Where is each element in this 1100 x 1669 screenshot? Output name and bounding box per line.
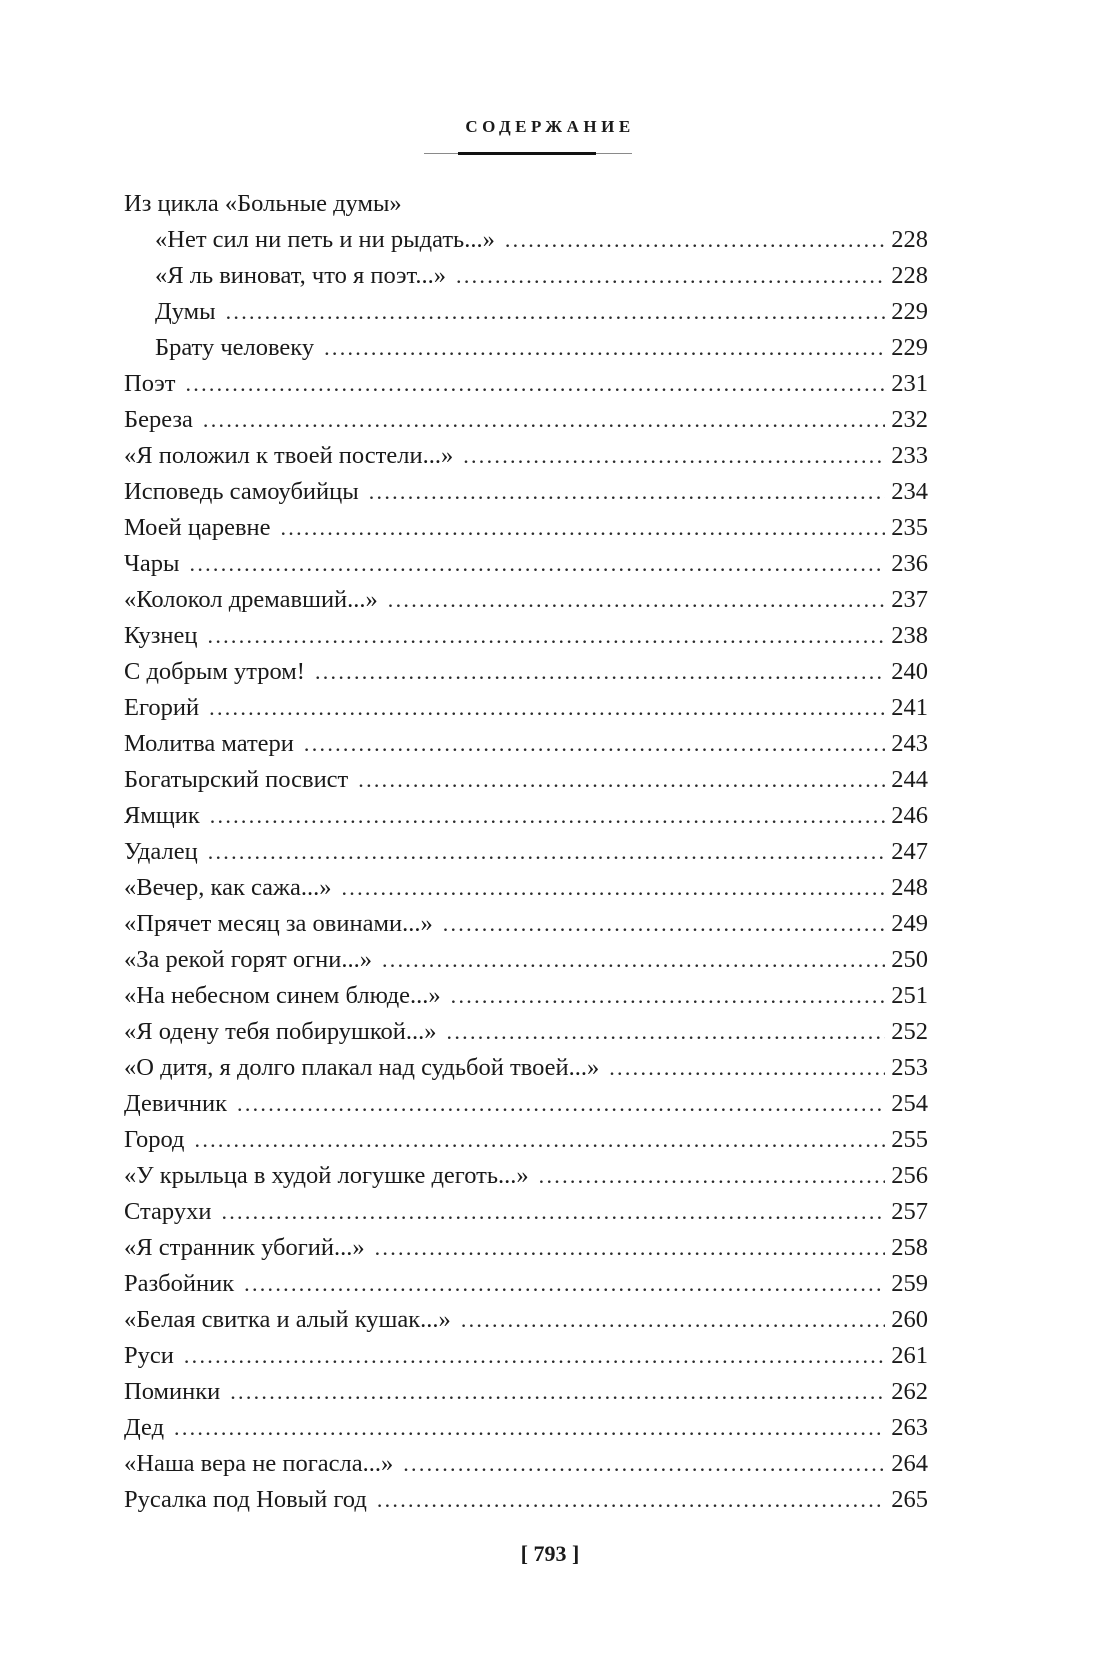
dot-leader	[281, 510, 886, 546]
dot-leader	[237, 1086, 885, 1122]
toc-entry[interactable]	[124, 1266, 928, 1302]
toc-entry[interactable]	[124, 906, 928, 942]
toc-entry-title: Береза	[124, 406, 193, 433]
toc-entry-page: 232	[891, 406, 928, 433]
toc-entry-page: 250	[891, 946, 928, 973]
dot-leader	[403, 1446, 885, 1482]
toc-entry[interactable]	[124, 1086, 928, 1122]
toc-entry-title: «Нет сил ни петь и ни рыдать...»	[155, 226, 495, 253]
toc-entry[interactable]	[124, 438, 928, 474]
dot-leader	[461, 1302, 885, 1338]
dot-leader	[209, 690, 885, 726]
toc-entry-page: 255	[891, 1126, 928, 1153]
toc-entry-title: «Я странник убогий...»	[124, 1234, 365, 1261]
page-number: [ 793 ]	[520, 1541, 580, 1566]
toc-entry[interactable]	[124, 1050, 928, 1086]
toc-entry-title: Руси	[124, 1342, 174, 1369]
toc-entry-title: «Вечер, как сажа...»	[124, 874, 332, 901]
toc-entry-title: С добрым утром!	[124, 658, 305, 685]
dot-leader	[304, 726, 885, 762]
toc-entry-title: Богатырский посвист	[124, 766, 349, 793]
toc-entry-title: Чары	[124, 550, 180, 577]
toc-section-title: Из цикла «Больные думы»	[124, 190, 402, 217]
toc-entry-page: 229	[891, 298, 928, 325]
toc-entry[interactable]	[124, 870, 928, 906]
toc-entry-page: 260	[891, 1306, 928, 1333]
toc-entry[interactable]	[124, 1374, 928, 1410]
toc-entry-page: 235	[891, 514, 928, 541]
dot-leader	[203, 402, 885, 438]
toc-entry[interactable]	[124, 510, 928, 546]
toc-entry[interactable]	[124, 1482, 928, 1518]
toc-entry-page: 244	[891, 766, 928, 793]
toc-entry-page: 249	[891, 910, 928, 937]
dot-leader	[375, 1230, 886, 1266]
toc-entry-title: «На небесном синем блюде...»	[124, 982, 441, 1009]
toc-entries	[124, 222, 928, 1518]
toc-entry-page: 236	[891, 550, 928, 577]
toc-entry-page: 257	[891, 1198, 928, 1225]
toc-entry-page: 263	[891, 1414, 928, 1441]
toc-entry-title: Старухи	[124, 1198, 212, 1225]
toc-entry-title: «Я ль виноват, что я поэт...»	[155, 262, 447, 289]
toc-entry-title: Дед	[124, 1414, 165, 1441]
toc-entry-page: 237	[891, 586, 928, 613]
toc-entry-page: 241	[891, 694, 928, 721]
toc-entry-page: 252	[891, 1018, 928, 1045]
toc-entry-title: «О дитя, я долго плакал над судьбой твоей...»	[124, 1054, 600, 1081]
toc-entry-page: 243	[891, 730, 928, 757]
toc-entry[interactable]	[124, 834, 928, 870]
dot-leader	[174, 1410, 885, 1446]
toc-entry-title: Ямщик	[124, 802, 200, 829]
toc-entry[interactable]	[124, 1014, 928, 1050]
toc-entry-page: 246	[891, 802, 928, 829]
dot-leader	[195, 1122, 886, 1158]
dot-leader	[341, 870, 885, 906]
header-rule-accent	[458, 152, 596, 155]
dot-leader	[382, 942, 885, 978]
dot-leader	[456, 258, 885, 294]
toc-entry-title: Брату человеку	[155, 334, 315, 361]
toc-entry[interactable]	[124, 1122, 928, 1158]
toc-entry-page: 254	[891, 1090, 928, 1117]
dot-leader	[609, 1050, 885, 1086]
toc-entry[interactable]	[124, 474, 928, 510]
toc-entry-page: 262	[891, 1378, 928, 1405]
toc-entry-page: 261	[891, 1342, 928, 1369]
toc-entry[interactable]	[124, 978, 928, 1014]
toc-entry-title: Русалка под Новый год	[124, 1486, 367, 1513]
toc-entry[interactable]	[124, 258, 928, 294]
table-of-contents	[124, 186, 928, 1518]
dot-leader	[185, 366, 885, 402]
toc-entry-title: Разбойник	[124, 1270, 235, 1297]
dot-leader	[184, 1338, 885, 1374]
toc-entry[interactable]	[124, 582, 928, 618]
dot-leader	[463, 438, 885, 474]
toc-entry-title: Моей царевне	[124, 514, 271, 541]
toc-entry-title: Девичник	[124, 1090, 228, 1117]
toc-entry[interactable]	[124, 1158, 928, 1194]
dot-leader	[190, 546, 886, 582]
toc-entry[interactable]	[124, 690, 928, 726]
dot-leader	[539, 1158, 886, 1194]
toc-entry-page: 233	[891, 442, 928, 469]
toc-entry[interactable]	[124, 798, 928, 834]
dot-leader	[324, 330, 885, 366]
toc-entry-title: Молитва матери	[124, 730, 294, 757]
dot-leader	[230, 1374, 885, 1410]
toc-entry-page: 258	[891, 1234, 928, 1261]
toc-entry-page: 228	[891, 226, 928, 253]
toc-entry[interactable]	[124, 1302, 928, 1338]
toc-entry-title: Город	[124, 1126, 185, 1153]
dot-leader	[315, 654, 885, 690]
toc-entry[interactable]	[124, 726, 928, 762]
toc-entry-page: 259	[891, 1270, 928, 1297]
dot-leader	[377, 1482, 885, 1518]
toc-entry[interactable]	[124, 1338, 928, 1374]
toc-entry-page: 234	[891, 478, 928, 505]
dot-leader	[221, 1194, 885, 1230]
dot-leader	[244, 1266, 885, 1302]
running-header	[0, 117, 1100, 137]
dot-leader	[210, 798, 886, 834]
toc-entry-page: 231	[891, 370, 928, 397]
toc-entry[interactable]	[124, 366, 928, 402]
toc-entry[interactable]	[124, 1194, 928, 1230]
toc-entry-title: «Наша вера не погасла...»	[124, 1450, 394, 1477]
toc-entry-page: 248	[891, 874, 928, 901]
dot-leader	[208, 834, 886, 870]
toc-entry-title: Егорий	[124, 694, 200, 721]
dot-leader	[451, 978, 886, 1014]
toc-entry-page: 264	[891, 1450, 928, 1477]
toc-entry-title: «Белая свитка и алый кушак...»	[124, 1306, 451, 1333]
dot-leader	[505, 222, 885, 258]
dot-leader	[447, 1014, 886, 1050]
toc-entry[interactable]	[124, 1446, 928, 1482]
page-title: СОДЕРЖАНИЕ	[465, 117, 635, 136]
toc-entry-page: 247	[891, 838, 928, 865]
toc-entry[interactable]	[124, 1410, 928, 1446]
toc-entry-title: Поминки	[124, 1378, 221, 1405]
toc-entry[interactable]	[124, 330, 928, 366]
dot-leader	[226, 294, 886, 330]
toc-entry-title: «Колокол дремавший...»	[124, 586, 378, 613]
toc-entry-title: «Я одену тебя побирушкой...»	[124, 1018, 437, 1045]
toc-entry-page: 240	[891, 658, 928, 685]
toc-entry[interactable]	[124, 762, 928, 798]
toc-entry-page: 256	[891, 1162, 928, 1189]
toc-entry[interactable]	[124, 294, 928, 330]
toc-entry-page: 229	[891, 334, 928, 361]
dot-leader	[208, 618, 886, 654]
toc-entry-title: «У крыльца в худой логушке деготь...»	[124, 1162, 529, 1189]
toc-entry-page: 253	[891, 1054, 928, 1081]
toc-entry[interactable]	[124, 222, 928, 258]
toc-entry[interactable]	[124, 618, 928, 654]
toc-entry-title: Думы	[155, 298, 216, 325]
toc-entry-title: «Я положил к твоей постели...»	[124, 442, 454, 469]
toc-entry-title: «За рекой горят огни...»	[124, 946, 372, 973]
dot-leader	[443, 906, 886, 942]
toc-entry[interactable]	[124, 942, 928, 978]
toc-entry-title: Поэт	[124, 370, 176, 397]
toc-entry[interactable]	[124, 1230, 928, 1266]
toc-entry-title: Кузнец	[124, 622, 198, 649]
toc-entry[interactable]	[124, 654, 928, 690]
toc-section-heading	[124, 186, 928, 222]
dot-leader	[369, 474, 886, 510]
toc-entry[interactable]	[124, 546, 928, 582]
toc-entry-title: Удалец	[124, 838, 198, 865]
toc-entry-title: «Прячет месяц за овинами...»	[124, 910, 433, 937]
toc-entry-page: 251	[891, 982, 928, 1009]
toc-entry[interactable]	[124, 402, 928, 438]
dot-leader	[358, 762, 885, 798]
dot-leader	[388, 582, 885, 618]
toc-entry-page: 228	[891, 262, 928, 289]
toc-entry-page: 265	[891, 1486, 928, 1513]
toc-entry-title: Исповедь самоубийцы	[124, 478, 359, 505]
toc-entry-page: 238	[891, 622, 928, 649]
